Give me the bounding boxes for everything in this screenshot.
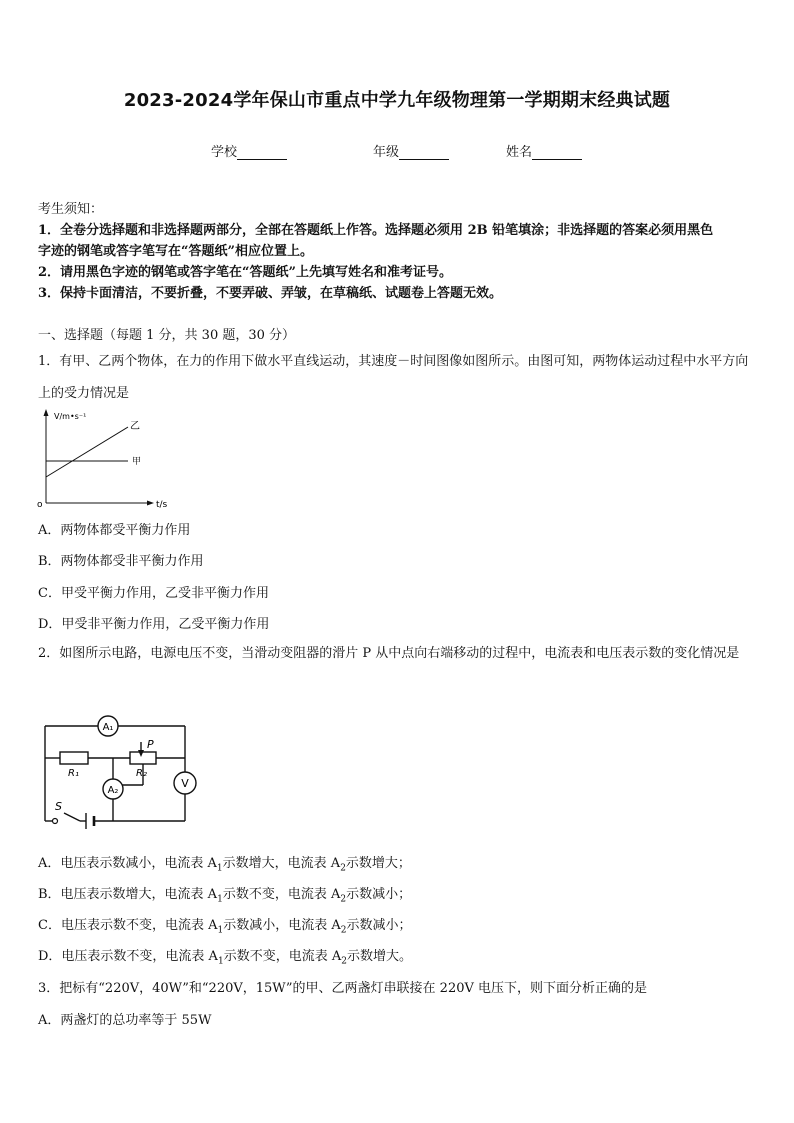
option-3a: A．两盏灯的总功率等于 55W — [38, 1013, 212, 1028]
page-title: 2023-2024学年保山市重点中学九年级物理第一学期期末经典试题 — [123, 90, 671, 111]
question-2-stem: 2．如图所示电路，电源电压不变，当滑动变阻器的滑片 P 从中点向右端移动的过程中，电流表和电压表示数的变化情况是 — [38, 646, 740, 661]
y-axis-label: V/m•s⁻¹ — [54, 412, 87, 421]
option-1b: B．两物体都受非平衡力作用 — [38, 554, 204, 569]
option-1d: D．甲受非平衡力作用，乙受平衡力作用 — [38, 617, 270, 632]
y-axis-arrow — [44, 409, 49, 416]
resistor-r1 — [60, 752, 88, 764]
notice-heading: 考生须知： — [38, 202, 104, 217]
option-2b: B．电压表示数增大，电流表 $A_1$示数不变，电流表 $A_2$示数减小； — [38, 887, 412, 905]
circuit-diagram — [38, 712, 198, 832]
switch-contact — [53, 819, 58, 824]
notice-item: 1．全卷分选择题和非选择题两部分，全部在答题纸上作答。选择题必须用 2B 铅笔填涂；非选择题的答案必须用黑色 — [38, 223, 714, 238]
line-jia-label: 甲 — [132, 457, 142, 467]
name-label: 姓名 — [506, 145, 533, 160]
question-3-stem: 3．把标有“220V，40W”和“220V，15W”的甲、乙两盏灯串联接在 220V 电压下，则下面分析正确的是 — [38, 981, 648, 996]
slider-label: P — [147, 738, 154, 751]
option-2c: C．电压表示数不变，电流表 $A_1$示数减小，电流表 $A_2$示数减小； — [38, 918, 412, 936]
notice-item: 3．保持卡面清洁，不要折叠，不要弄破、弄皱，在草稿纸、试题卷上答题无效。 — [38, 286, 503, 301]
option-2d: D．电压表示数不变，电流表 $A_1$示数不变，电流表 $A_2$示数增大。 — [38, 949, 412, 967]
school-field — [211, 141, 287, 160]
grade-blank — [399, 145, 449, 160]
x-axis-arrow — [147, 501, 154, 506]
origin-label: o — [37, 500, 43, 510]
line-yi-label: 乙 — [130, 421, 140, 432]
notice-item: 2．请用黑色字迹的钢笔或答字笔在“答题纸”上先填写姓名和准考证号。 — [38, 265, 453, 280]
r1-label: R₁ — [68, 768, 79, 779]
notice-item: 字迹的钢笔或答字笔写在“答题纸”相应位置上。 — [38, 244, 313, 259]
x-axis-label: t/s — [156, 500, 168, 510]
option-2a: A．电压表示数减小，电流表 $A_1$示数增大，电流表 $A_2$示数增大； — [38, 856, 411, 874]
question-1-stem: 1．有甲、乙两个物体，在力的作用下做水平直线运动，其速度－时间图像如图所示。由图可知，两物体运动过程中水平方向上的受力情况是 — [38, 354, 749, 401]
name-blank — [532, 145, 582, 160]
school-label: 学校 — [211, 145, 238, 160]
r2-label: R₂ — [136, 768, 147, 779]
voltmeter-label: V — [181, 777, 189, 790]
school-blank — [237, 145, 287, 160]
section-heading: 一、选择题（每题 1 分，共 30 题，30 分） — [38, 328, 296, 343]
rheostat-r2 — [130, 752, 156, 764]
ammeter-a2-label: A₂ — [107, 785, 119, 796]
grade-label: 年级 — [373, 145, 400, 160]
option-1a: A．两物体都受平衡力作用 — [38, 523, 191, 538]
name-field — [506, 141, 582, 160]
line-yi — [46, 427, 128, 477]
option-1c: C．甲受平衡力作用，乙受非平衡力作用 — [38, 586, 269, 601]
grade-field — [373, 141, 449, 160]
ammeter-a1-label: A₁ — [102, 722, 114, 733]
velocity-time-graph — [30, 405, 180, 515]
switch-label: S — [55, 800, 62, 813]
